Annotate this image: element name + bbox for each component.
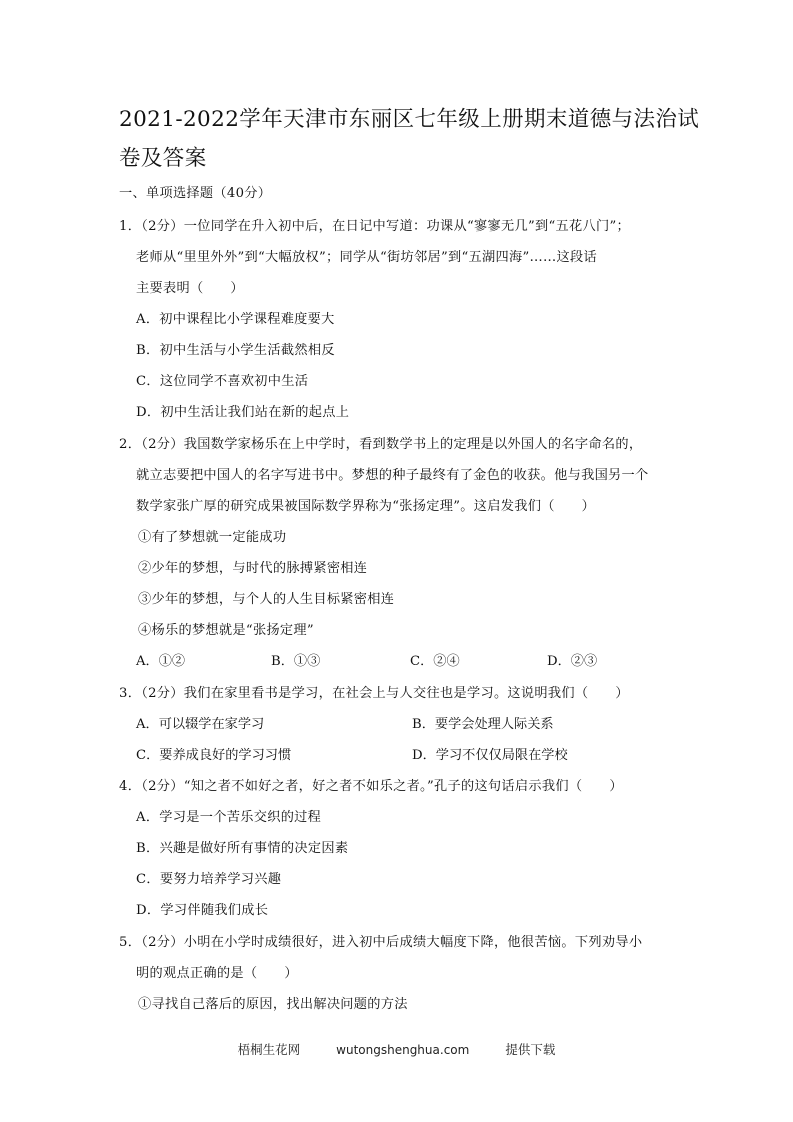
statement-item-4: ④杨乐的梦想就是“张扬定理” <box>138 623 314 638</box>
answer-option-d: D．②③ <box>547 654 598 669</box>
answer-option-a: A．可以辍学在家学习 <box>136 717 265 732</box>
footer-site-name: 梧桐生花网 <box>237 1042 301 1057</box>
answer-option-c: C．这位同学不喜欢初中生活 <box>136 374 309 389</box>
question-stem-line: 老师从“里里外外”到“大幅放权”；同学从“街坊邻居”到“五湖四海”……这段话 <box>136 250 597 265</box>
statement-item-1: ①有了梦想就一定能成功 <box>138 530 287 545</box>
document-title-line-2: 卷及答案 <box>119 146 207 171</box>
document-title-line-1: 2021-2022学年天津市东丽区七年级上册期末道德与法治试 <box>119 107 700 132</box>
answer-option-d: D．学习不仅仅局限在学校 <box>412 748 568 763</box>
footer-note: 提供下载 <box>505 1042 556 1057</box>
answer-option-c: C．②④ <box>410 654 460 669</box>
answer-option-b: B．要学会处理人际关系 <box>412 717 554 732</box>
page-footer <box>0 1040 793 1058</box>
statement-item-3: ③少年的梦想，与个人的人生目标紧密相连 <box>138 592 395 607</box>
answer-option-b: B．①③ <box>271 654 321 669</box>
answer-option-d: D．初中生活让我们站在新的起点上 <box>136 405 350 420</box>
footer-url: wutongshenghua.com <box>336 1043 470 1057</box>
answer-option-b: B．兴趣是做好所有事情的决定因素 <box>136 841 349 856</box>
answer-option-a: A．①② <box>136 654 186 669</box>
statement-item-2: ②少年的梦想，与时代的脉搏紧密相连 <box>138 561 368 576</box>
statement-item-1: ①寻找自己落后的原因，找出解决问题的方法 <box>138 997 408 1012</box>
question-stem-line: 4．（2分）“知之者不如好之者，好之者不如乐之者。”孔子的这句话启示我们（ ） <box>119 779 623 794</box>
question-stem-line: 5．（2分）小明在小学时成绩很好，进入初中后成绩大幅度下降，他很苦恼。下列劝导小 <box>119 935 643 950</box>
question-stem-line: 就立志要把中国人的名字写进书中。梦想的种子最终有了金色的收获。他与我国另一个 <box>136 468 649 483</box>
answer-option-a: A．初中课程比小学课程难度要大 <box>136 312 335 327</box>
question-stem-line: 主要表明（ ） <box>136 281 244 296</box>
question-stem-line: 明的观点正确的是（ ） <box>136 966 298 981</box>
question-stem-line: 数学家张广厚的研究成果被国际数学界称为“张扬定理”。这启发我们（ ） <box>136 499 596 514</box>
answer-option-b: B．初中生活与小学生活截然相反 <box>136 343 335 358</box>
answer-option-a: A．学习是一个苦乐交织的过程 <box>136 810 322 825</box>
answer-option-c: C．要努力培养学习兴趣 <box>136 872 282 887</box>
section-header: 一、单项选择题（40分） <box>119 186 272 201</box>
answer-option-d: D．学习伴随我们成长 <box>136 903 269 918</box>
question-stem-line: 3．（2分）我们在家里看书是学习，在社会上与人交往也是学习。这说明我们（ ） <box>119 686 629 701</box>
question-stem-line: 1．（2分）一位同学在升入初中后，在日记中写道：功课从“寥寥无几”到“五花八门”； <box>119 219 631 234</box>
answer-option-c: C．要养成良好的学习习惯 <box>136 748 292 763</box>
question-stem-line: 2．（2分）我国数学家杨乐在上中学时，看到数学书上的定理是以外国人的名字命名的， <box>119 437 643 452</box>
